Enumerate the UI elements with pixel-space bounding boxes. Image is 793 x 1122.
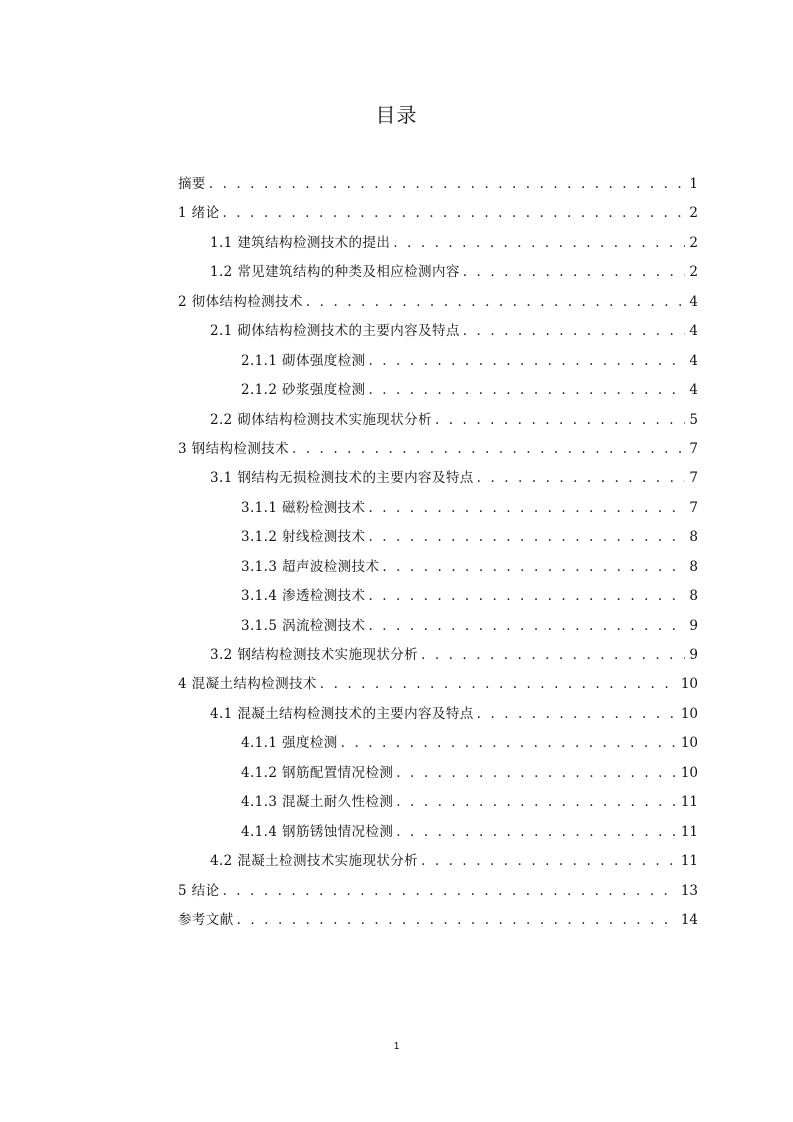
toc-dot-leader <box>396 759 677 788</box>
toc-entry[interactable] <box>178 170 698 199</box>
toc-entry[interactable] <box>178 553 698 582</box>
toc-entry-label: 2.1.1 砌体强度检测 <box>241 352 366 369</box>
toc-entry-page: 1 <box>689 176 698 192</box>
toc-entry[interactable] <box>178 877 698 906</box>
toc-dot-leader <box>222 199 685 228</box>
toc-entry-label: 3.1.5 涡流检测技术 <box>241 617 366 634</box>
toc-entry-label: 2.1.2 砂浆强度检测 <box>241 382 366 399</box>
toc-entry-page: 10 <box>680 676 698 693</box>
toc-dot-leader <box>306 288 685 317</box>
toc-entry[interactable] <box>178 847 698 876</box>
toc-entry-page: 9 <box>689 647 698 663</box>
toc-entry-label: 4.1.3 混凝土耐久性检测 <box>241 794 394 811</box>
toc-dot-leader <box>237 906 677 935</box>
toc-entry-page: 10 <box>680 735 698 752</box>
toc-dot-leader <box>222 877 676 906</box>
toc-entry[interactable] <box>178 464 698 493</box>
toc-dot-leader <box>209 170 685 199</box>
toc-dot-leader <box>368 523 685 552</box>
toc-entry[interactable] <box>178 523 698 552</box>
toc-entry-label: 4.1.1 强度检测 <box>241 735 338 752</box>
page-number: 1 <box>393 1041 400 1052</box>
toc-dot-leader <box>341 729 677 758</box>
toc-entry-label: 4 混凝土结构检测技术 <box>178 676 317 693</box>
toc-entry-label: 3.1.4 渗透检测技术 <box>241 588 366 605</box>
toc-entry-label: 5 结论 <box>178 882 220 899</box>
toc-entry[interactable] <box>178 582 698 611</box>
toc-entry-label: 4.2 混凝土检测技术实施现状分析 <box>210 853 419 870</box>
toc-dot-leader <box>463 258 685 287</box>
toc-dot-leader <box>477 700 677 729</box>
toc-entry-label: 4.1.4 钢筋锈蚀情况检测 <box>241 823 394 840</box>
toc-entry[interactable] <box>178 700 698 729</box>
toc-entry-page: 2 <box>689 264 698 281</box>
toc-entry[interactable] <box>178 288 698 317</box>
toc-entry[interactable] <box>178 641 698 670</box>
toc-dot-leader <box>396 788 677 817</box>
toc-entry-label: 2.2 砌体结构检测技术实施现状分析 <box>210 411 432 428</box>
toc-entry-page: 9 <box>689 617 698 634</box>
toc-entry-label: 参考文献 <box>178 911 234 928</box>
toc-dot-leader <box>368 347 685 376</box>
toc-entry-label: 3.1.1 磁粉检测技术 <box>241 499 366 516</box>
toc-entry-label: 1.2 常见建筑结构的种类及相应检测内容 <box>210 264 460 281</box>
toc-entry-label: 3.1.3 超声波检测技术 <box>241 558 380 575</box>
toc-dot-leader <box>292 435 685 464</box>
toc-entry[interactable] <box>178 670 698 699</box>
table-of-contents <box>178 170 698 935</box>
toc-entry[interactable] <box>178 229 698 258</box>
toc-entry[interactable] <box>178 406 698 435</box>
toc-entry-page: 13 <box>680 882 698 899</box>
toc-entry-label: 4.1 混凝土结构检测技术的主要内容及特点 <box>210 705 474 722</box>
toc-entry[interactable] <box>178 347 698 376</box>
toc-entry-label: 3.2 钢结构检测技术实施现状分析 <box>210 647 419 663</box>
toc-dot-leader <box>368 612 685 641</box>
toc-entry-label: 1 绪论 <box>178 205 220 222</box>
toc-dot-leader <box>421 847 677 876</box>
toc-entry-label: 摘要 <box>178 176 206 192</box>
toc-entry[interactable] <box>178 435 698 464</box>
toc-entry-page: 4 <box>689 352 698 369</box>
toc-entry-page: 14 <box>680 911 698 928</box>
toc-dot-leader <box>421 641 685 670</box>
toc-entry-page: 10 <box>680 764 698 781</box>
toc-entry-page: 2 <box>689 205 698 222</box>
toc-entry-label: 4.1.2 钢筋配置情况检测 <box>241 764 394 781</box>
toc-entry-page: 2 <box>689 234 698 251</box>
toc-entry[interactable] <box>178 729 698 758</box>
toc-dot-leader <box>368 582 685 611</box>
toc-entry[interactable] <box>178 788 698 817</box>
toc-entry-page: 10 <box>680 705 698 722</box>
toc-entry[interactable] <box>178 317 698 346</box>
toc-entry-label: 2 彻体结构检测技术 <box>178 293 303 310</box>
toc-dot-leader <box>393 229 685 258</box>
toc-entry-page: 8 <box>689 558 698 575</box>
toc-entry-page: 11 <box>680 823 698 840</box>
toc-dot-leader <box>368 376 685 405</box>
toc-entry-page: 7 <box>689 470 698 487</box>
toc-entry-page: 7 <box>689 499 698 516</box>
toc-entry[interactable] <box>178 199 698 228</box>
toc-entry-page: 7 <box>689 440 698 457</box>
toc-entry-page: 4 <box>689 323 698 340</box>
toc-dot-leader <box>368 494 685 523</box>
toc-entry-page: 5 <box>689 411 698 428</box>
toc-entry-label: 1.1 建筑结构检测技术的提出 <box>210 234 391 251</box>
toc-entry-label: 2.1 砌体结构检测技术的主要内容及特点 <box>210 323 460 340</box>
toc-dot-leader <box>382 553 685 582</box>
toc-entry[interactable] <box>178 376 698 405</box>
toc-entry[interactable] <box>178 906 698 935</box>
page-title: 目录 <box>375 103 418 127</box>
toc-dot-leader <box>477 464 685 493</box>
toc-entry-label: 3 钢结构检测技术 <box>178 440 289 457</box>
toc-dot-leader <box>320 670 677 699</box>
toc-entry[interactable] <box>178 612 698 641</box>
toc-entry[interactable] <box>178 759 698 788</box>
toc-entry-page: 8 <box>689 588 698 605</box>
toc-entry[interactable] <box>178 494 698 523</box>
toc-entry[interactable] <box>178 258 698 287</box>
toc-dot-leader <box>396 818 677 847</box>
toc-entry-page: 8 <box>689 529 698 546</box>
toc-dot-leader <box>463 317 685 346</box>
toc-entry-page: 11 <box>680 853 698 870</box>
toc-entry[interactable] <box>178 818 698 847</box>
toc-dot-leader <box>435 406 685 435</box>
toc-entry-page: 4 <box>689 293 698 310</box>
toc-entry-label: 3.1.2 射线检测技术 <box>241 529 366 546</box>
toc-entry-page: 4 <box>689 382 698 399</box>
toc-entry-page: 11 <box>680 794 698 811</box>
toc-entry-label: 3.1 钢结构无损检测技术的主要内容及特点 <box>210 470 474 487</box>
